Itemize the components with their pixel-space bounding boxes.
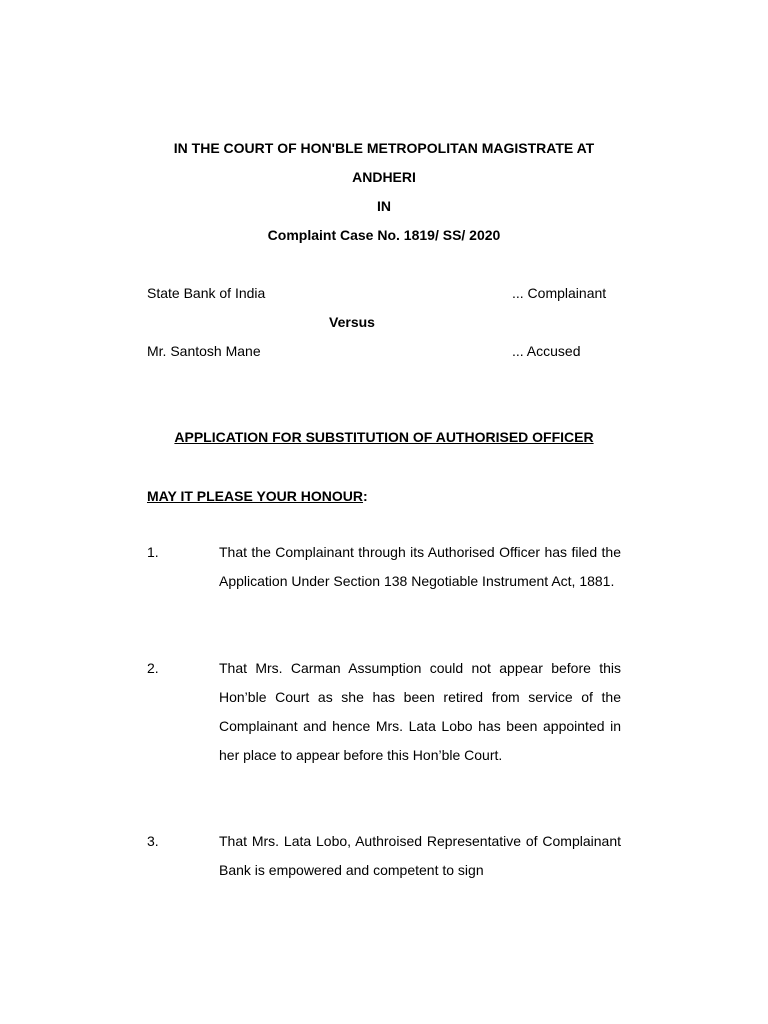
court-heading-line-1: IN THE COURT OF HON'BLE METROPOLITAN MAGISTRATE AT (173, 140, 595, 156)
paragraph-text: That Mrs. Lata Lobo, Authroised Representative of Complainant Bank is empowered and competent to sign (219, 833, 621, 878)
complainant-name: State Bank of India (147, 285, 266, 301)
in-line: IN (377, 198, 391, 214)
accused-name: Mr. Santosh Mane (147, 343, 261, 359)
prayer-line (147, 486, 368, 506)
application-title (0, 427, 768, 447)
application-title-text: APPLICATION FOR SUBSTITUTION OF AUTHORISED OFFICER (174, 429, 594, 445)
paragraph-text: That Mrs. Carman Assumption could not appear before this Hon’ble Court as she has been retired from service of the Complainant and hence Mrs. Lata Lobo has been appointed in her place to appear before this Hon’ble Court. (219, 660, 621, 763)
accused-role: ... Accused (512, 343, 581, 359)
paragraph-number: 2. (147, 660, 159, 676)
prayer-text: MAY IT PLEASE YOUR HONOUR (147, 488, 364, 504)
complainant-role: ... Complainant (512, 285, 607, 301)
paragraph-number: 3. (147, 833, 159, 849)
prayer-colon: : (363, 488, 368, 504)
paragraph-number: 1. (147, 544, 159, 560)
court-heading-line-2: ANDHERI (352, 169, 416, 185)
paragraph-text: That the Complainant through its Authorised Officer has filed the Application Under Section 138 Negotiable Instrument Act, 1881. (219, 544, 621, 589)
versus-label: Versus (329, 314, 375, 330)
case-number: Complaint Case No. 1819/ SS/ 2020 (267, 227, 501, 243)
